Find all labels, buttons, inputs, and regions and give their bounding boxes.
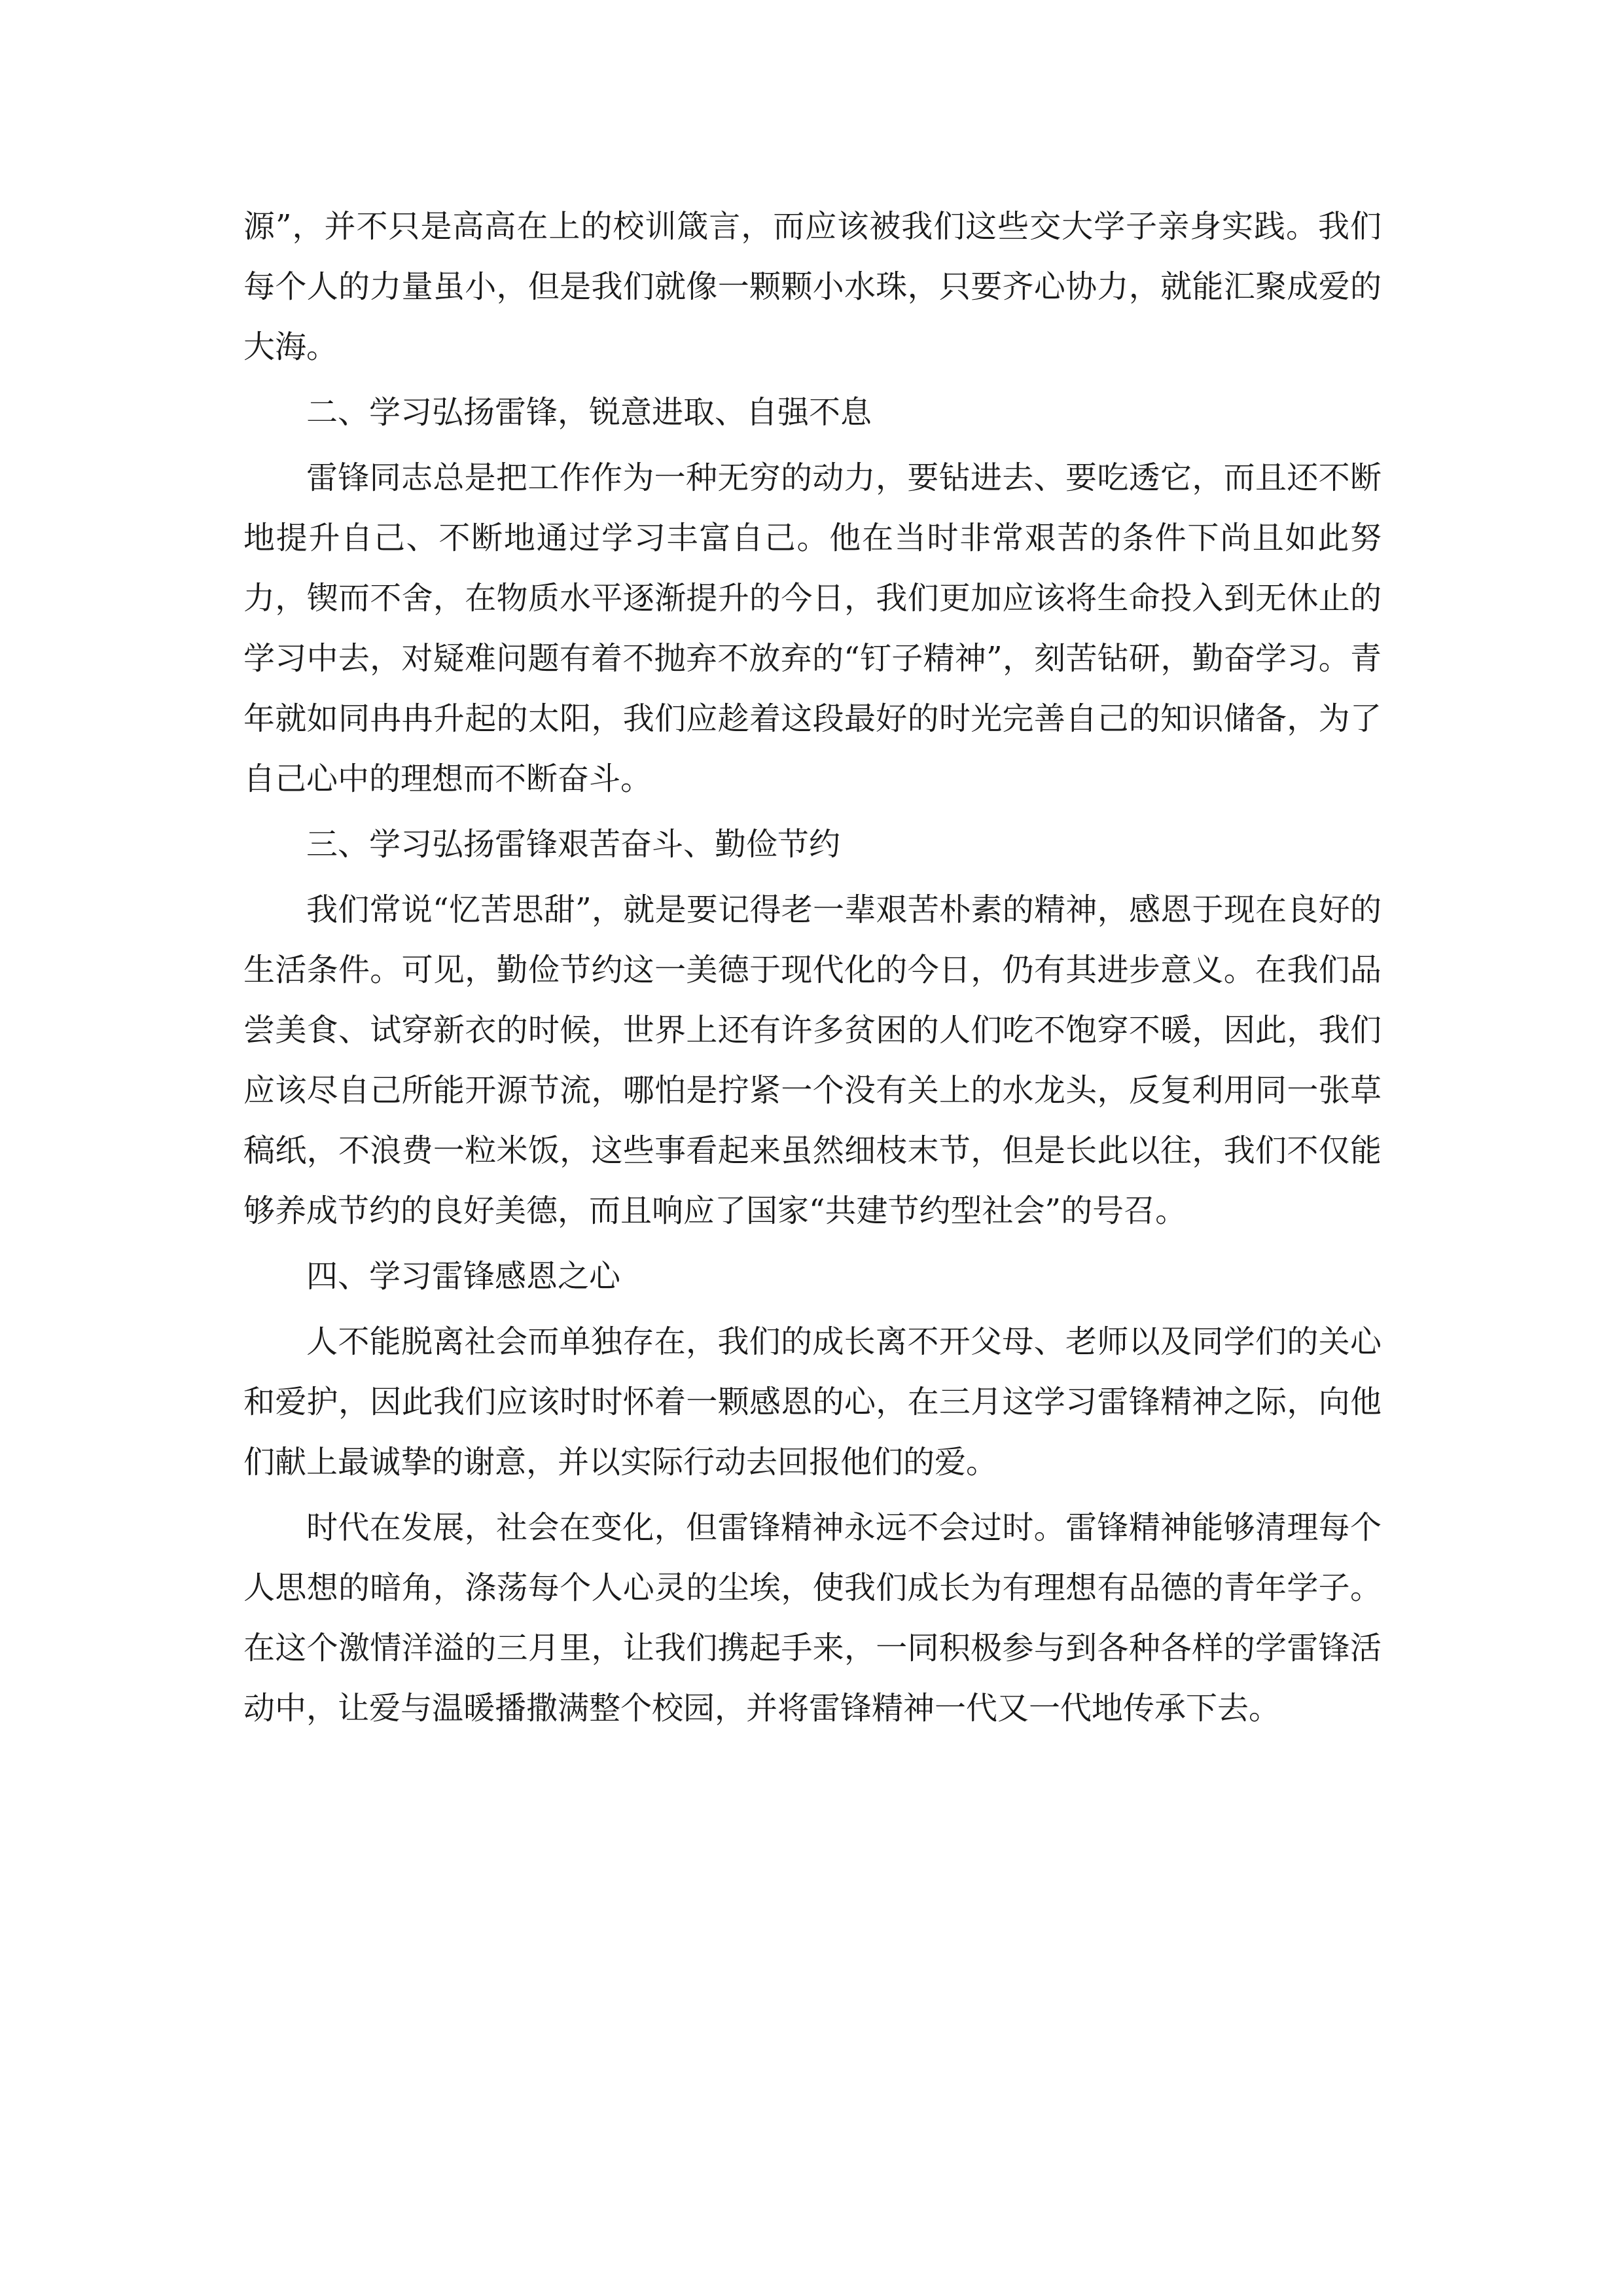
- paragraph-section-4: 人不能脱离社会而单独存在，我们的成长离不开父母、老师以及同学们的关心和爱护，因此我们应该时时怀着一颗感恩的心，在三月这学习雷锋精神之际，向他们献上最诚挚的谢意，并以实际行动去回报他们的爱。: [243, 1323, 1382, 1480]
- paragraph-section-3: 我们常说“忆苦思甜”，就是要记得老一辈艰苦朴素的精神，感恩于现在良好的生活条件。可见，勤俭节约这一美德于现代化的今日，仍有其进步意义。在我们品尝美食、试穿新衣的时候，世界上还有许多贫困的人们吃不饱穿不暖，因此，我们应该尽自己所能开源节流，哪怕是拧紧一个没有关上的水龙头，反复利用同一张草稿纸，不浪费一粒米饭，这些事看起来虽然细枝末节，但是长此以往，我们不仅能够养成节约的良好美德，而且响应了国家“共建节约型社会”的号召。: [243, 891, 1382, 1229]
- section-heading-4: 四、学习雷锋感恩之心: [306, 1258, 621, 1295]
- paragraph-section-2: 雷锋同志总是把工作作为一种无穷的动力，要钻进去、要吃透它，而且还不断地提升自己、不断地通过学习丰富自己。他在当时非常艰苦的条件下尚且如此努力，锲而不舍，在物质水平逐渐提升的今日，我们更加应该将生命投入到无休止的学习中去，对疑难问题有着不抛弃不放弃的“钉子精神”，刻苦钻研，勤奋学习。青年就如同冉冉升起的太阳，我们应趁着这段最好的时光完善自己的知识储备，为了自己心中的理想而不断奋斗。: [243, 459, 1382, 797]
- section-heading-3: 三、学习弘扬雷锋艰苦奋斗、勤俭节约: [306, 826, 841, 863]
- document-body: [243, 196, 1382, 1744]
- paragraph-continuation: 源”，并不只是高高在上的校训箴言，而应该被我们这些交大学子亲身实践。我们每个人的力量虽小，但是我们就像一颗颗小水珠，只要齐心协力，就能汇聚成爱的大海。: [243, 208, 1382, 365]
- paragraph-conclusion: 时代在发展，社会在变化，但雷锋精神永远不会过时。雷锋精神能够清理每个人思想的暗角，涤荡每个人心灵的尘埃，使我们成长为有理想有品德的青年学子。在这个激情洋溢的三月里，让我们携起手来，一同积极参与到各种各样的学雷锋活动中，让爱与温暖播撒满整个校园，并将雷锋精神一代又一代地传承下去。: [243, 1509, 1382, 1727]
- section-heading-2: 二、学习弘扬雷锋，锐意进取、自强不息: [306, 394, 872, 431]
